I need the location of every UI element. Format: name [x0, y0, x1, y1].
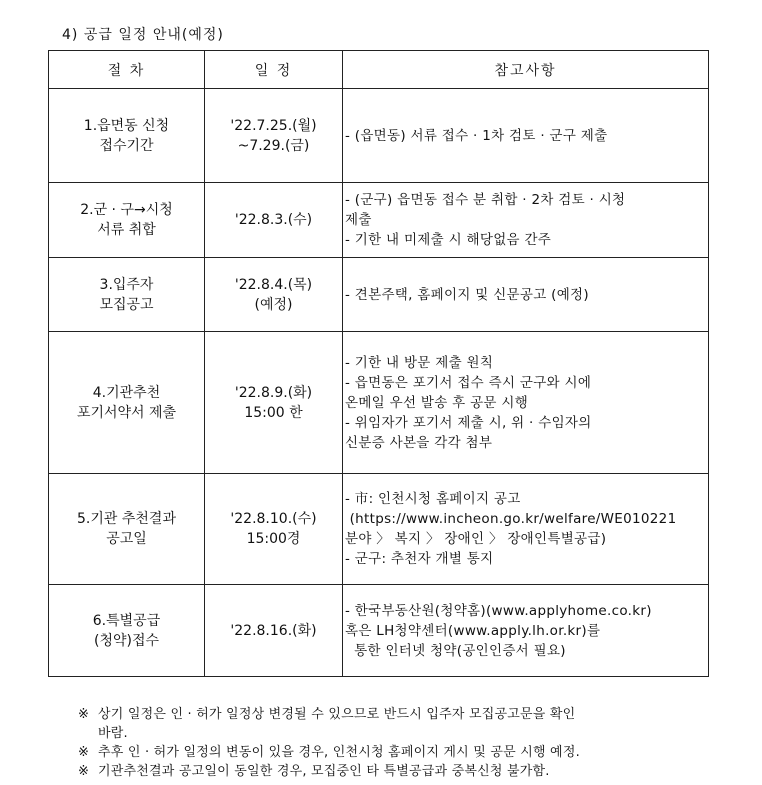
- schedule-cell-line: '22.8.4.(목): [234, 276, 313, 293]
- footnote-item: [78, 762, 708, 781]
- footnote-line: 바람.: [98, 726, 128, 741]
- procedure-cell-line: 공고일: [106, 531, 147, 547]
- footnote-text: [98, 705, 575, 743]
- notes-cell-line: - 위임자가 포기서 제출 시, 위 · 수임자의: [345, 414, 592, 431]
- table-row: [49, 89, 709, 183]
- footnote-text: [98, 762, 550, 781]
- procedure-cell-line: 접수기간: [99, 137, 154, 154]
- schedule-cell-line: '22.8.9.(화): [234, 384, 313, 401]
- notes-cell-line: - 견본주택, 홈페이지 및 신문공고 (예정): [345, 286, 589, 303]
- header-notes: 참고사항: [343, 51, 709, 89]
- footnote-line: 상기 일정은 인 · 허가 일정상 변경될 수 있으므로 반드시 입주자 모집공고문을 확인: [98, 707, 576, 722]
- schedule-table: [48, 50, 709, 677]
- procedure-cell-line: 서류 취합: [97, 222, 156, 238]
- section-title: 4) 공급 일정 안내(예정): [62, 27, 224, 43]
- schedule-cell: [205, 183, 343, 258]
- notes-cell: [343, 183, 709, 258]
- schedule-cell-line: '22.7.25.(월): [230, 117, 317, 134]
- table-row: [49, 474, 709, 585]
- procedure-cell: [49, 89, 205, 183]
- procedure-cell-line: 6.특별공급: [92, 612, 161, 629]
- table-row: [49, 258, 709, 332]
- schedule-cell: [205, 332, 343, 474]
- schedule-cell-line: 15:00 한: [244, 404, 303, 421]
- procedure-cell: [49, 474, 205, 585]
- procedure-cell: [49, 585, 205, 677]
- procedure-cell-line: (청약)접수: [93, 632, 160, 649]
- notes-cell-line: - 기한 내 방문 제출 원칙: [345, 354, 494, 371]
- table-row: [49, 585, 709, 677]
- notes-cell-line: - 市: 인천시청 홈페이지 공고: [345, 491, 521, 507]
- notes-cell: [343, 89, 709, 183]
- footnotes: [78, 705, 708, 781]
- procedure-cell-line: 포기서약서 제출: [76, 404, 177, 421]
- schedule-cell-line: 15:00경: [246, 531, 301, 547]
- procedure-cell: [49, 183, 205, 258]
- notes-cell-line: 신분증 사본을 각각 첨부: [345, 434, 493, 451]
- notes-cell-line: 통한 인터넷 청약(공인인증서 필요): [345, 642, 566, 659]
- schedule-cell: [205, 89, 343, 183]
- notes-cell-line: - (군구) 읍면동 접수 분 취합 · 2차 검토 · 시청: [345, 192, 626, 208]
- footnote-line: 추후 인 · 허가 일정의 변동이 있을 경우, 인천시청 홈페이지 게시 및 공문 시행 예정.: [98, 745, 580, 760]
- procedure-cell-line: 모집공고: [99, 296, 154, 313]
- procedure-cell-line: 5.기관 추천결과: [77, 511, 176, 527]
- schedule-cell: [205, 474, 343, 585]
- schedule-cell-line: '22.8.3.(수): [234, 212, 313, 228]
- notes-cell: [343, 474, 709, 585]
- notes-cell-line: 분야 〉 복지 〉 장애인 〉 장애인특별공급): [345, 531, 607, 547]
- footnote-line: 기관추천결과 공고일이 동일한 경우, 모집중인 타 특별공급과 중복신청 불가함.: [98, 764, 550, 779]
- footnote-item: [78, 743, 708, 762]
- schedule-cell-line: '22.8.10.(수): [230, 511, 317, 527]
- procedure-cell-line: 4.기관추천: [92, 384, 161, 401]
- schedule-cell-line: '22.8.16.(화): [230, 622, 317, 639]
- table-header-row: [49, 51, 709, 89]
- notes-cell-line: - 기한 내 미제출 시 해당없음 간주: [345, 232, 552, 248]
- header-schedule: 일 정: [205, 51, 343, 89]
- procedure-cell-line: 1.읍면동 신청: [83, 117, 170, 134]
- reference-mark: ※: [78, 764, 90, 779]
- notes-cell: [343, 332, 709, 474]
- procedure-cell-line: 3.입주자: [99, 276, 154, 293]
- notes-cell-line: 제출: [345, 212, 372, 228]
- reference-mark: ※: [78, 707, 90, 722]
- notes-cell-line: 온메일 우선 발송 후 공문 시행: [345, 394, 529, 411]
- schedule-cell-line: ~7.29.(금): [237, 137, 310, 154]
- notes-cell-line: (https://www.incheon.go.kr/welfare/WE010221: [345, 511, 677, 527]
- notes-cell: [343, 258, 709, 332]
- schedule-cell: [205, 258, 343, 332]
- notes-cell-line: 혹은 LH청약센터(www.apply.lh.or.kr)를: [345, 622, 601, 639]
- header-procedure: 절 차: [49, 51, 205, 89]
- schedule-cell: [205, 585, 343, 677]
- notes-cell-line: - 읍면동은 포기서 접수 즉시 군구와 시에: [345, 374, 592, 391]
- procedure-cell: [49, 332, 205, 474]
- table-row: [49, 183, 709, 258]
- footnote-text: [98, 743, 580, 762]
- procedure-cell: [49, 258, 205, 332]
- schedule-cell-line: (예정): [254, 296, 293, 313]
- notes-cell-line: - 군구: 추천자 개별 통지: [345, 551, 494, 567]
- footnote-item: [78, 705, 708, 743]
- table-row: [49, 332, 709, 474]
- notes-cell-line: - 한국부동산원(청약홈)(www.applyhome.co.kr): [345, 602, 652, 619]
- notes-cell: [343, 585, 709, 677]
- notes-cell-line: - (읍면동) 서류 접수 · 1차 검토 · 군구 제출: [345, 127, 608, 144]
- procedure-cell-line: 2.군 · 구→시청: [80, 202, 173, 218]
- reference-mark: ※: [78, 745, 90, 760]
